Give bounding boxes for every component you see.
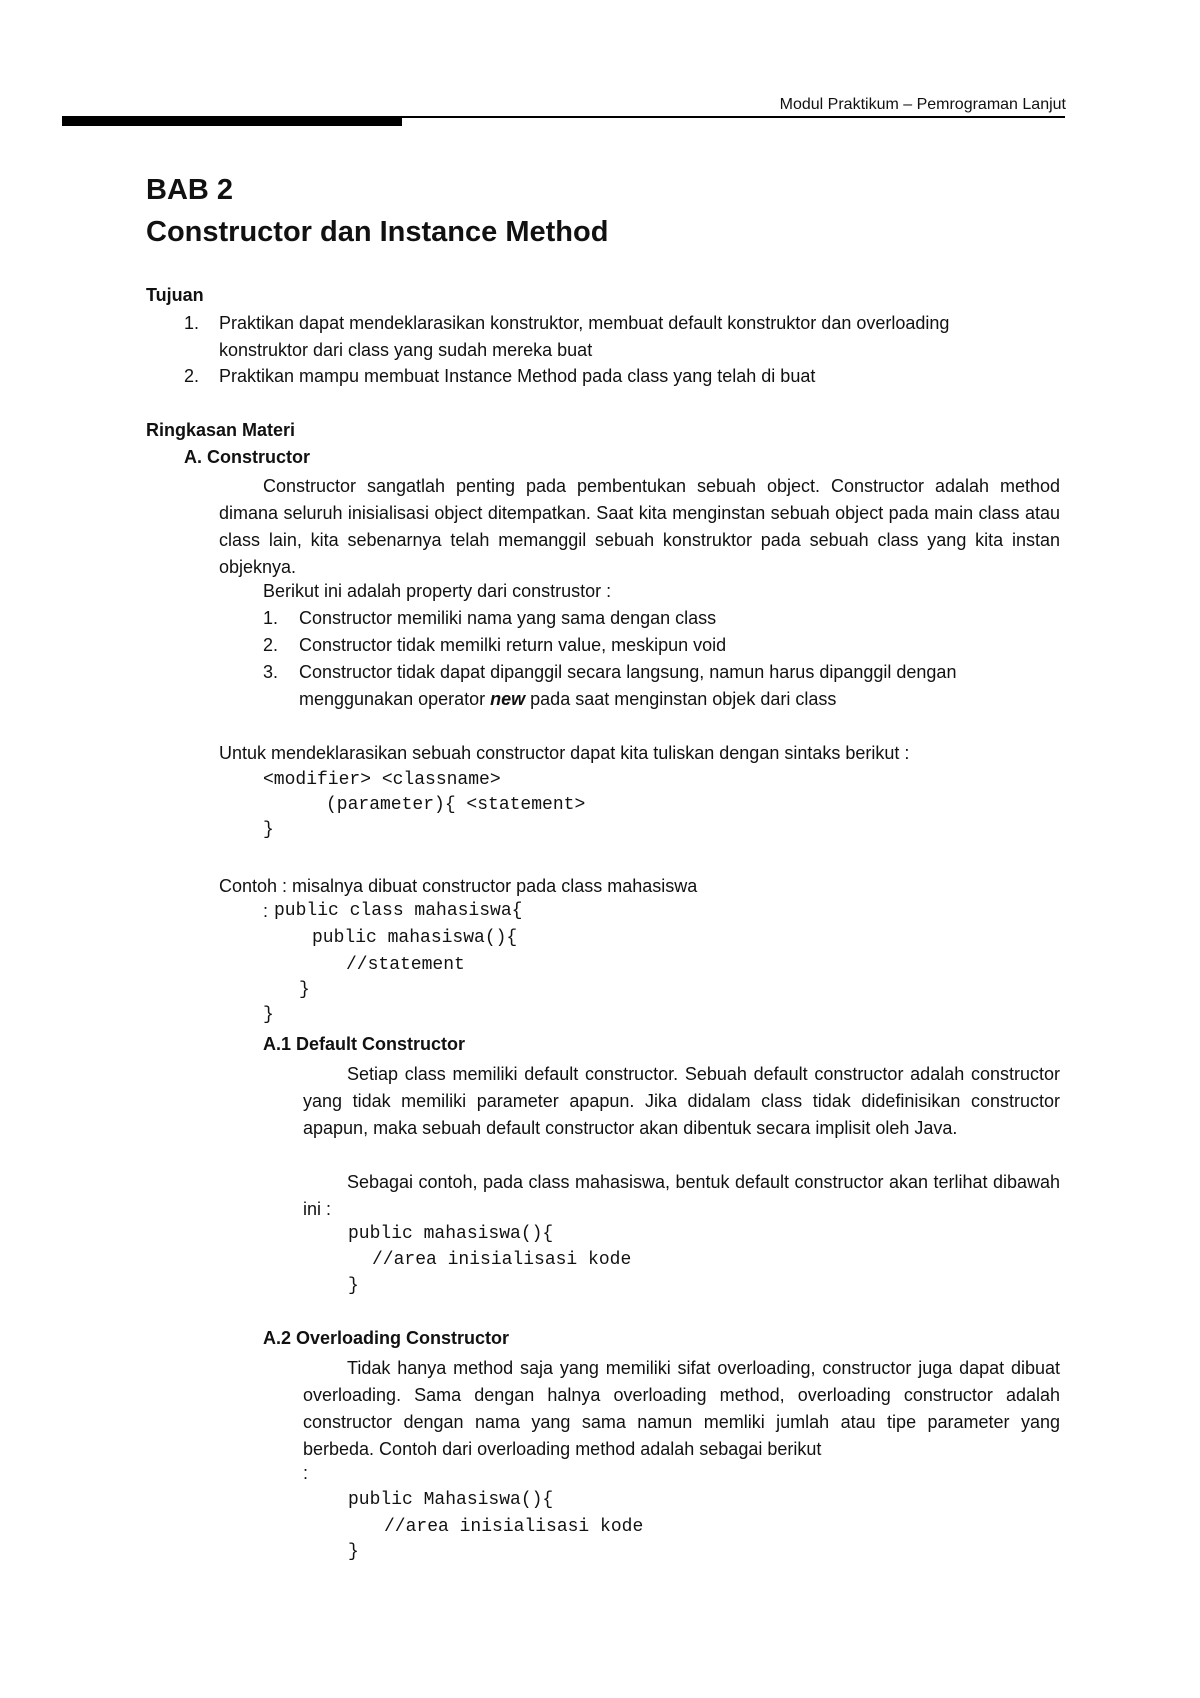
section-a1-paragraph2: Sebagai contoh, pada class mahasiswa, bentuk default constructor akan terlihat dibawah ini : [303,1172,1060,1219]
a2-code-line: public Mahasiswa(){ [348,1490,554,1510]
section-a2-heading: A.2 Overloading Constructor [263,1328,510,1348]
syntax-intro: Untuk mendeklarasikan sebuah constructor dapat kita tuliskan dengan sintaks berikut : [219,743,910,763]
example-code-line: } [263,1005,274,1025]
section-a1-heading: A.1 Default Constructor [263,1034,466,1054]
example-prefix: : [263,901,269,921]
example-code-line: public class mahasiswa{ [274,901,523,921]
section-a-paragraph: Constructor sangatlah penting pada pembentukan sebuah object. Constructor adalah method dimana seluruh inisialisasi object ditempatkan. Saat kita menginstan sebuah object pada main class atau class lain, kita sebenarnya telah memanggil sebuah konstruktor pada sebuah class yang kita instan objeknya. [219,476,1060,577]
chapter-title: Constructor dan Instance Method [146,216,609,248]
section-a-heading: A. Constructor [184,447,310,467]
property-text-post: pada saat menginstan objek dari class [525,689,837,709]
tujuan-item-num: 2. [184,366,200,386]
new-keyword: new [490,689,526,709]
a2-colon: : [303,1463,309,1483]
ringkasan-heading: Ringkasan Materi [146,420,296,440]
section-a2-paragraph: Tidak hanya method saja yang memiliki sifat overloading, constructor juga dapat dibuat overloading. Sama dengan halnya overloading method, overloading constructor adalah constructor dengan nama yang sama namun memliki jumlah atau tipe parameter yang berbeda. Contoh dari overloading method adalah sebagai berikut [303,1358,1060,1459]
running-header: Modul Praktikum – Pemrograman Lanjut [779,96,1066,113]
tujuan-item-num: 1. [184,313,200,333]
a1-code-line: //area inisialisasi kode [372,1250,632,1270]
tujuan-heading: Tujuan [146,285,204,305]
property-num: 2. [263,635,279,655]
property-text-pre: menggunakan operator [299,689,491,709]
tujuan-item-text: Praktikan mampu membuat Instance Method pada class yang telah di buat [219,366,816,386]
example-intro: Contoh : misalnya dibuat constructor pada class mahasiswa [219,876,698,896]
example-code-line: //statement [346,955,465,975]
a2-code-line: //area inisialisasi kode [384,1517,644,1537]
property-text: Constructor tidak dapat dipanggil secara langsung, namun harus dipanggil dengan [299,662,957,682]
section-a1-paragraph: Setiap class memiliki default constructor. Sebuah default constructor adalah constructor yang tidak memiliki parameter apapun. Jika didalam class tidak didefinisikan constructor apapun, maka sebuah default constructor akan dibentuk secara implisit oleh Java. [303,1064,1060,1138]
property-intro: Berikut ini adalah property dari construstor : [263,581,612,601]
a2-code-line: } [348,1542,359,1562]
syntax-code-line: (parameter){ <statement> [326,795,586,815]
property-text: Constructor tidak memilki return value, meskipun void [299,635,727,655]
property-text-cont [299,689,836,710]
property-num: 3. [263,662,279,682]
example-code-line: public mahasiswa(){ [312,928,518,948]
property-num: 1. [263,608,279,628]
syntax-code-line: } [263,820,274,840]
a1-code-line: } [348,1276,359,1296]
header-rule-thick [62,116,402,126]
a1-code-line: public mahasiswa(){ [348,1224,554,1244]
example-code-line: } [299,980,310,1000]
tujuan-item-text-cont: konstruktor dari class yang sudah mereka buat [219,340,593,360]
chapter-number: BAB 2 [146,174,234,206]
tujuan-item-text: Praktikan dapat mendeklarasikan konstruktor, membuat default konstruktor dan overloading [219,313,950,333]
property-text: Constructor memiliki nama yang sama dengan class [299,608,717,628]
syntax-code-line: <modifier> <classname> [263,770,501,790]
